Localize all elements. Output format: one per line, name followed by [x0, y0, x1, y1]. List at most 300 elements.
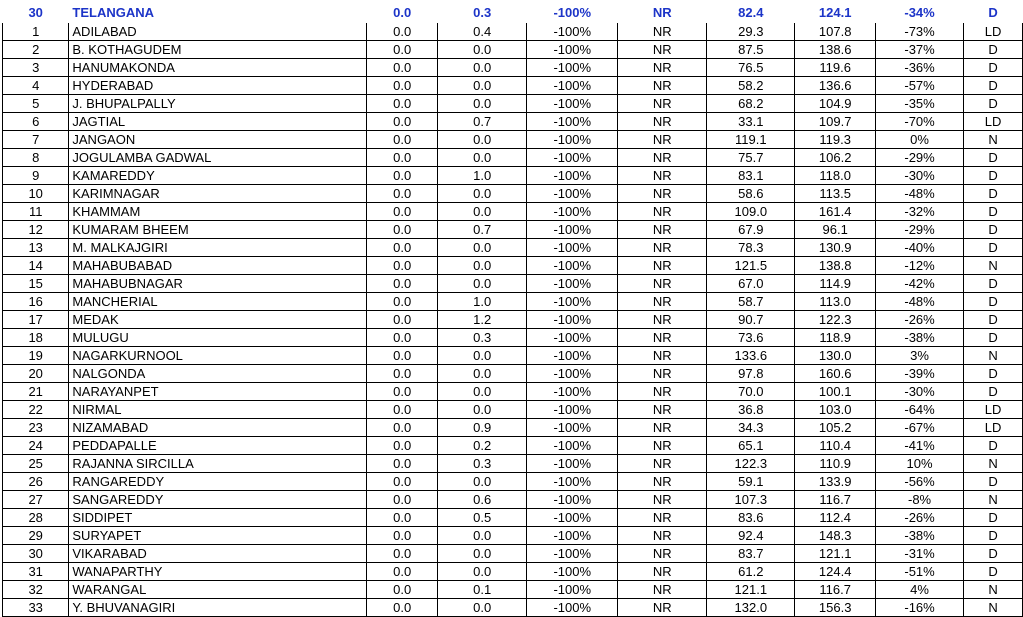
- col-4: NR: [618, 239, 707, 257]
- district-number: 27: [3, 491, 69, 509]
- col-5: 33.1: [707, 113, 795, 131]
- district-number: 16: [3, 293, 69, 311]
- table-row: [3, 599, 1023, 617]
- col-2: 1.0: [438, 167, 527, 185]
- district-name: SANGAREDDY: [69, 491, 367, 509]
- col-4: NR: [618, 419, 707, 437]
- col-4: NR: [618, 167, 707, 185]
- col-6: 138.8: [795, 257, 876, 275]
- table-row: [3, 527, 1023, 545]
- col-4: NR: [618, 365, 707, 383]
- col-5: 58.6: [707, 185, 795, 203]
- col-5: 70.0: [707, 383, 795, 401]
- col-5: 65.1: [707, 437, 795, 455]
- table-row: [3, 455, 1023, 473]
- header-col-8: D: [964, 4, 1023, 23]
- col-8: D: [964, 311, 1023, 329]
- district-number: 9: [3, 167, 69, 185]
- district-number: 15: [3, 275, 69, 293]
- col-5: 29.3: [707, 23, 795, 41]
- col-4: NR: [618, 401, 707, 419]
- col-6: 161.4: [795, 203, 876, 221]
- col-1: 0.0: [367, 347, 438, 365]
- district-name: SURYAPET: [69, 527, 367, 545]
- col-7: -16%: [875, 599, 963, 617]
- table-row: [3, 59, 1023, 77]
- col-5: 67.9: [707, 221, 795, 239]
- col-7: -32%: [875, 203, 963, 221]
- col-8: D: [964, 293, 1023, 311]
- col-8: N: [964, 455, 1023, 473]
- col-1: 0.0: [367, 149, 438, 167]
- district-number: 2: [3, 41, 69, 59]
- col-8: D: [964, 365, 1023, 383]
- col-3: -100%: [527, 149, 618, 167]
- col-4: NR: [618, 293, 707, 311]
- col-3: -100%: [527, 491, 618, 509]
- col-7: 0%: [875, 131, 963, 149]
- district-number: 11: [3, 203, 69, 221]
- col-6: 133.9: [795, 473, 876, 491]
- col-5: 58.2: [707, 77, 795, 95]
- col-7: -57%: [875, 77, 963, 95]
- col-3: -100%: [527, 113, 618, 131]
- col-6: 138.6: [795, 41, 876, 59]
- col-7: -67%: [875, 419, 963, 437]
- col-2: 0.9: [438, 419, 527, 437]
- table-row: [3, 23, 1023, 41]
- table-row: [3, 221, 1023, 239]
- col-2: 0.0: [438, 401, 527, 419]
- table-row: [3, 113, 1023, 131]
- col-5: 76.5: [707, 59, 795, 77]
- col-8: N: [964, 257, 1023, 275]
- col-1: 0.0: [367, 329, 438, 347]
- col-8: D: [964, 149, 1023, 167]
- district-number: 5: [3, 95, 69, 113]
- col-2: 0.2: [438, 437, 527, 455]
- col-8: N: [964, 347, 1023, 365]
- table-row: [3, 95, 1023, 113]
- table-row: [3, 311, 1023, 329]
- col-1: 0.0: [367, 131, 438, 149]
- header-col-5: 82.4: [707, 4, 795, 23]
- col-1: 0.0: [367, 545, 438, 563]
- col-2: 0.1: [438, 581, 527, 599]
- district-name: NIRMAL: [69, 401, 367, 419]
- table-row: [3, 329, 1023, 347]
- col-8: N: [964, 491, 1023, 509]
- col-1: 0.0: [367, 437, 438, 455]
- col-4: NR: [618, 437, 707, 455]
- col-4: NR: [618, 599, 707, 617]
- col-3: -100%: [527, 527, 618, 545]
- col-3: -100%: [527, 509, 618, 527]
- col-2: 0.0: [438, 365, 527, 383]
- col-3: -100%: [527, 131, 618, 149]
- district-name: RAJANNA SIRCILLA: [69, 455, 367, 473]
- table-row: [3, 401, 1023, 419]
- col-7: -48%: [875, 293, 963, 311]
- table-row: [3, 239, 1023, 257]
- district-number: 21: [3, 383, 69, 401]
- col-2: 0.0: [438, 95, 527, 113]
- col-6: 118.9: [795, 329, 876, 347]
- col-1: 0.0: [367, 221, 438, 239]
- col-8: LD: [964, 401, 1023, 419]
- header-col-6: 124.1: [795, 4, 876, 23]
- col-1: 0.0: [367, 509, 438, 527]
- col-4: NR: [618, 347, 707, 365]
- district-number: 4: [3, 77, 69, 95]
- col-1: 0.0: [367, 365, 438, 383]
- district-number: 29: [3, 527, 69, 545]
- district-name: NALGONDA: [69, 365, 367, 383]
- col-7: -56%: [875, 473, 963, 491]
- col-1: 0.0: [367, 41, 438, 59]
- col-4: NR: [618, 59, 707, 77]
- col-5: 92.4: [707, 527, 795, 545]
- col-1: 0.0: [367, 383, 438, 401]
- col-8: D: [964, 527, 1023, 545]
- col-7: -12%: [875, 257, 963, 275]
- col-1: 0.0: [367, 113, 438, 131]
- col-5: 68.2: [707, 95, 795, 113]
- col-6: 130.9: [795, 239, 876, 257]
- district-number: 28: [3, 509, 69, 527]
- col-8: D: [964, 203, 1023, 221]
- col-6: 110.4: [795, 437, 876, 455]
- district-number: 22: [3, 401, 69, 419]
- col-1: 0.0: [367, 59, 438, 77]
- col-1: 0.0: [367, 239, 438, 257]
- district-name: KARIMNAGAR: [69, 185, 367, 203]
- col-5: 83.7: [707, 545, 795, 563]
- col-2: 0.4: [438, 23, 527, 41]
- col-2: 0.0: [438, 347, 527, 365]
- col-2: 0.0: [438, 239, 527, 257]
- col-6: 116.7: [795, 581, 876, 599]
- col-5: 36.8: [707, 401, 795, 419]
- table-row: [3, 167, 1023, 185]
- col-2: 0.0: [438, 149, 527, 167]
- col-3: -100%: [527, 581, 618, 599]
- col-3: -100%: [527, 473, 618, 491]
- table-row: [3, 41, 1023, 59]
- col-8: D: [964, 95, 1023, 113]
- table-row: [3, 509, 1023, 527]
- col-8: D: [964, 383, 1023, 401]
- col-3: -100%: [527, 383, 618, 401]
- col-4: NR: [618, 311, 707, 329]
- col-7: -8%: [875, 491, 963, 509]
- col-3: -100%: [527, 563, 618, 581]
- col-6: 130.0: [795, 347, 876, 365]
- col-6: 106.2: [795, 149, 876, 167]
- col-4: NR: [618, 581, 707, 599]
- state-header-row: [3, 4, 1023, 23]
- col-5: 119.1: [707, 131, 795, 149]
- district-name: ADILABAD: [69, 23, 367, 41]
- col-3: -100%: [527, 401, 618, 419]
- table-row: [3, 275, 1023, 293]
- col-8: D: [964, 563, 1023, 581]
- col-4: NR: [618, 185, 707, 203]
- state-name: TELANGANA: [69, 4, 367, 23]
- district-number: 7: [3, 131, 69, 149]
- district-number: 13: [3, 239, 69, 257]
- district-name: NAGARKURNOOL: [69, 347, 367, 365]
- state-number: 30: [3, 4, 69, 23]
- col-2: 0.0: [438, 203, 527, 221]
- col-3: -100%: [527, 239, 618, 257]
- col-5: 83.1: [707, 167, 795, 185]
- col-3: -100%: [527, 59, 618, 77]
- col-8: D: [964, 275, 1023, 293]
- col-7: -38%: [875, 527, 963, 545]
- col-6: 100.1: [795, 383, 876, 401]
- col-6: 118.0: [795, 167, 876, 185]
- table-row: [3, 437, 1023, 455]
- col-6: 104.9: [795, 95, 876, 113]
- col-4: NR: [618, 23, 707, 41]
- table-row: [3, 383, 1023, 401]
- col-6: 136.6: [795, 77, 876, 95]
- col-5: 107.3: [707, 491, 795, 509]
- col-7: -64%: [875, 401, 963, 419]
- col-3: -100%: [527, 221, 618, 239]
- col-7: -35%: [875, 95, 963, 113]
- col-7: -42%: [875, 275, 963, 293]
- col-1: 0.0: [367, 257, 438, 275]
- col-4: NR: [618, 527, 707, 545]
- table-row: [3, 491, 1023, 509]
- table-row: [3, 131, 1023, 149]
- col-1: 0.0: [367, 185, 438, 203]
- col-7: -38%: [875, 329, 963, 347]
- col-2: 0.0: [438, 257, 527, 275]
- col-5: 61.2: [707, 563, 795, 581]
- col-1: 0.0: [367, 167, 438, 185]
- col-1: 0.0: [367, 455, 438, 473]
- col-5: 75.7: [707, 149, 795, 167]
- col-1: 0.0: [367, 203, 438, 221]
- header-col-2: 0.3: [438, 4, 527, 23]
- district-name: JAGTIAL: [69, 113, 367, 131]
- col-2: 0.0: [438, 545, 527, 563]
- col-2: 1.0: [438, 293, 527, 311]
- col-5: 87.5: [707, 41, 795, 59]
- col-8: D: [964, 509, 1023, 527]
- col-3: -100%: [527, 329, 618, 347]
- col-6: 116.7: [795, 491, 876, 509]
- district-name: MANCHERIAL: [69, 293, 367, 311]
- col-6: 160.6: [795, 365, 876, 383]
- col-4: NR: [618, 113, 707, 131]
- district-number: 26: [3, 473, 69, 491]
- col-7: -30%: [875, 383, 963, 401]
- col-2: 0.0: [438, 59, 527, 77]
- col-2: 0.3: [438, 455, 527, 473]
- district-name: MEDAK: [69, 311, 367, 329]
- col-3: -100%: [527, 95, 618, 113]
- district-number: 25: [3, 455, 69, 473]
- col-8: LD: [964, 113, 1023, 131]
- col-6: 112.4: [795, 509, 876, 527]
- col-8: D: [964, 77, 1023, 95]
- col-2: 0.7: [438, 113, 527, 131]
- col-2: 0.7: [438, 221, 527, 239]
- col-3: -100%: [527, 41, 618, 59]
- col-2: 0.0: [438, 77, 527, 95]
- col-7: -29%: [875, 221, 963, 239]
- col-1: 0.0: [367, 491, 438, 509]
- table-row: [3, 293, 1023, 311]
- col-6: 121.1: [795, 545, 876, 563]
- district-name: B. KOTHAGUDEM: [69, 41, 367, 59]
- col-3: -100%: [527, 347, 618, 365]
- col-8: N: [964, 581, 1023, 599]
- col-1: 0.0: [367, 95, 438, 113]
- col-6: 119.3: [795, 131, 876, 149]
- col-1: 0.0: [367, 23, 438, 41]
- col-8: D: [964, 221, 1023, 239]
- col-5: 132.0: [707, 599, 795, 617]
- header-col-1: 0.0: [367, 4, 438, 23]
- col-7: -73%: [875, 23, 963, 41]
- col-2: 0.0: [438, 131, 527, 149]
- col-5: 121.1: [707, 581, 795, 599]
- col-2: 0.0: [438, 41, 527, 59]
- col-2: 0.5: [438, 509, 527, 527]
- col-4: NR: [618, 545, 707, 563]
- district-number: 32: [3, 581, 69, 599]
- district-name: VIKARABAD: [69, 545, 367, 563]
- district-number: 19: [3, 347, 69, 365]
- district-name: J. BHUPALPALLY: [69, 95, 367, 113]
- col-8: D: [964, 239, 1023, 257]
- col-6: 96.1: [795, 221, 876, 239]
- col-6: 148.3: [795, 527, 876, 545]
- col-3: -100%: [527, 203, 618, 221]
- col-6: 113.0: [795, 293, 876, 311]
- district-number: 33: [3, 599, 69, 617]
- district-name: HANUMAKONDA: [69, 59, 367, 77]
- district-number: 23: [3, 419, 69, 437]
- col-8: D: [964, 437, 1023, 455]
- col-2: 0.6: [438, 491, 527, 509]
- col-4: NR: [618, 221, 707, 239]
- col-7: -29%: [875, 149, 963, 167]
- district-name: M. MALKAJGIRI: [69, 239, 367, 257]
- col-2: 0.0: [438, 563, 527, 581]
- col-5: 59.1: [707, 473, 795, 491]
- col-1: 0.0: [367, 275, 438, 293]
- col-8: D: [964, 473, 1023, 491]
- col-4: NR: [618, 149, 707, 167]
- district-name: SIDDIPET: [69, 509, 367, 527]
- col-7: -37%: [875, 41, 963, 59]
- district-number: 30: [3, 545, 69, 563]
- col-4: NR: [618, 41, 707, 59]
- col-5: 67.0: [707, 275, 795, 293]
- col-6: 107.8: [795, 23, 876, 41]
- col-1: 0.0: [367, 563, 438, 581]
- col-8: D: [964, 167, 1023, 185]
- header-col-7: -34%: [875, 4, 963, 23]
- table-row: [3, 347, 1023, 365]
- district-name: Y. BHUVANAGIRI: [69, 599, 367, 617]
- col-7: -31%: [875, 545, 963, 563]
- col-5: 78.3: [707, 239, 795, 257]
- col-6: 113.5: [795, 185, 876, 203]
- district-number: 24: [3, 437, 69, 455]
- col-2: 1.2: [438, 311, 527, 329]
- district-name: KHAMMAM: [69, 203, 367, 221]
- col-8: N: [964, 599, 1023, 617]
- district-number: 20: [3, 365, 69, 383]
- table-row: [3, 257, 1023, 275]
- district-number: 10: [3, 185, 69, 203]
- district-number: 14: [3, 257, 69, 275]
- table-row: [3, 149, 1023, 167]
- col-3: -100%: [527, 455, 618, 473]
- header-col-4: NR: [618, 4, 707, 23]
- col-8: D: [964, 329, 1023, 347]
- col-3: -100%: [527, 77, 618, 95]
- table-row: [3, 185, 1023, 203]
- district-number: 31: [3, 563, 69, 581]
- district-name: RANGAREDDY: [69, 473, 367, 491]
- col-4: NR: [618, 257, 707, 275]
- col-7: 10%: [875, 455, 963, 473]
- col-2: 0.0: [438, 185, 527, 203]
- district-number: 8: [3, 149, 69, 167]
- col-6: 124.4: [795, 563, 876, 581]
- col-3: -100%: [527, 293, 618, 311]
- table-row: [3, 77, 1023, 95]
- col-3: -100%: [527, 167, 618, 185]
- col-6: 156.3: [795, 599, 876, 617]
- district-name: JANGAON: [69, 131, 367, 149]
- district-name: WANAPARTHY: [69, 563, 367, 581]
- district-name: KAMAREDDY: [69, 167, 367, 185]
- col-5: 133.6: [707, 347, 795, 365]
- col-1: 0.0: [367, 527, 438, 545]
- col-7: -51%: [875, 563, 963, 581]
- district-name: NARAYANPET: [69, 383, 367, 401]
- col-5: 109.0: [707, 203, 795, 221]
- col-5: 121.5: [707, 257, 795, 275]
- col-4: NR: [618, 275, 707, 293]
- col-8: LD: [964, 419, 1023, 437]
- col-2: 0.0: [438, 473, 527, 491]
- col-6: 103.0: [795, 401, 876, 419]
- col-5: 34.3: [707, 419, 795, 437]
- col-7: -40%: [875, 239, 963, 257]
- col-2: 0.0: [438, 275, 527, 293]
- col-4: NR: [618, 491, 707, 509]
- col-7: -70%: [875, 113, 963, 131]
- district-number: 12: [3, 221, 69, 239]
- col-5: 90.7: [707, 311, 795, 329]
- col-5: 122.3: [707, 455, 795, 473]
- district-name: HYDERABAD: [69, 77, 367, 95]
- col-5: 97.8: [707, 365, 795, 383]
- col-5: 58.7: [707, 293, 795, 311]
- col-8: LD: [964, 23, 1023, 41]
- col-6: 105.2: [795, 419, 876, 437]
